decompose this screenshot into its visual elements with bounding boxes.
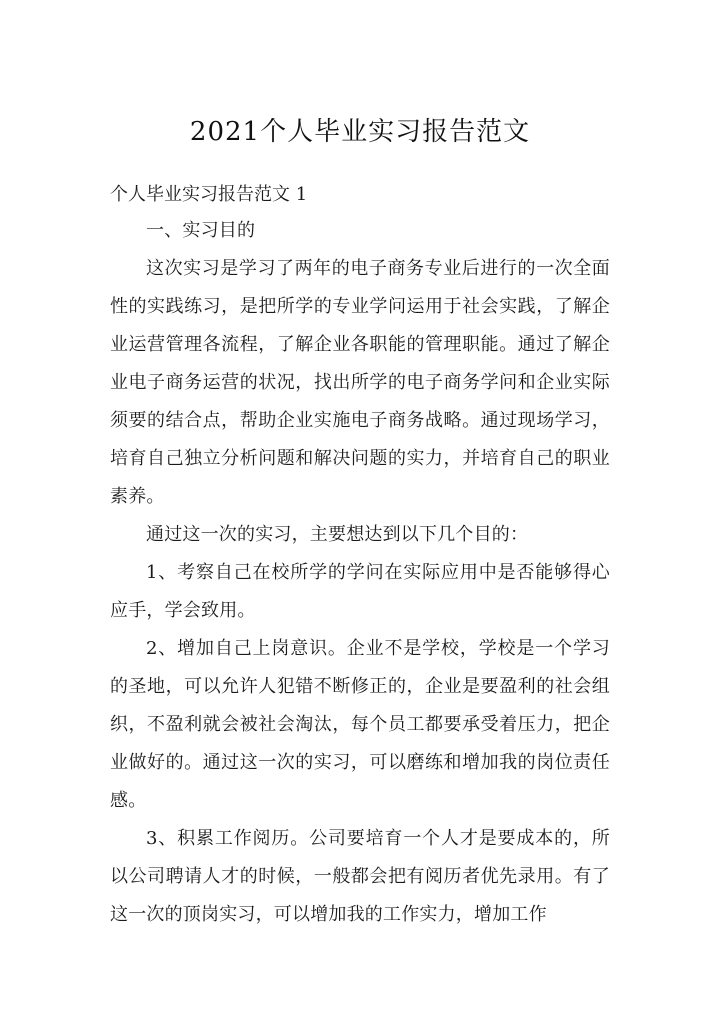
document-subtitle: 个人毕业实习报告范文 1 — [110, 184, 308, 205]
paragraph: 3、积累工作阅历。公司要培育一个人才是要成本的，所以公司聘请人才的时候，一般都会把有阅历者优先录用。有了这一次的顶岗实习，可以增加我的工作实力，增加工作 — [110, 828, 610, 925]
document-title: 2021个人毕业实习报告范文 — [189, 117, 531, 147]
paragraph: 1、考察自己在校所学的学问在实际应用中是否能够得心应手，学会致用。 — [110, 562, 610, 621]
paragraph: 通过这一次的实习，主要想达到以下几个目的： — [146, 524, 529, 545]
section-heading: 一、实习目的 — [146, 220, 256, 241]
paragraph: 这次实习是学习了两年的电子商务专业后进行的一次全面性的实践练习，是把所学的专业学问运用于社会实践，了解企业运营管理各流程，了解企业各职能的管理职能。通过了解企业电子商务运营的状况，找出所学的电子商务学问和企业实际须要的结合点，帮助企业实施电子商务战略。通过现场学习，培育自己独立分析问题和解决问题的实力，并培育自己的职业素养。 — [110, 258, 610, 507]
document-body — [110, 212, 610, 934]
paragraph: 2、增加自己上岗意识。企业不是学校，学校是一个学习的圣地，可以允许人犯错不断修正的，企业是要盈利的社会组织，不盈利就会被社会淘汰，每个员工都要承受着压力，把企业做好的。通过这一次的实习，可以磨练和增加我的岗位责任感。 — [110, 638, 610, 811]
